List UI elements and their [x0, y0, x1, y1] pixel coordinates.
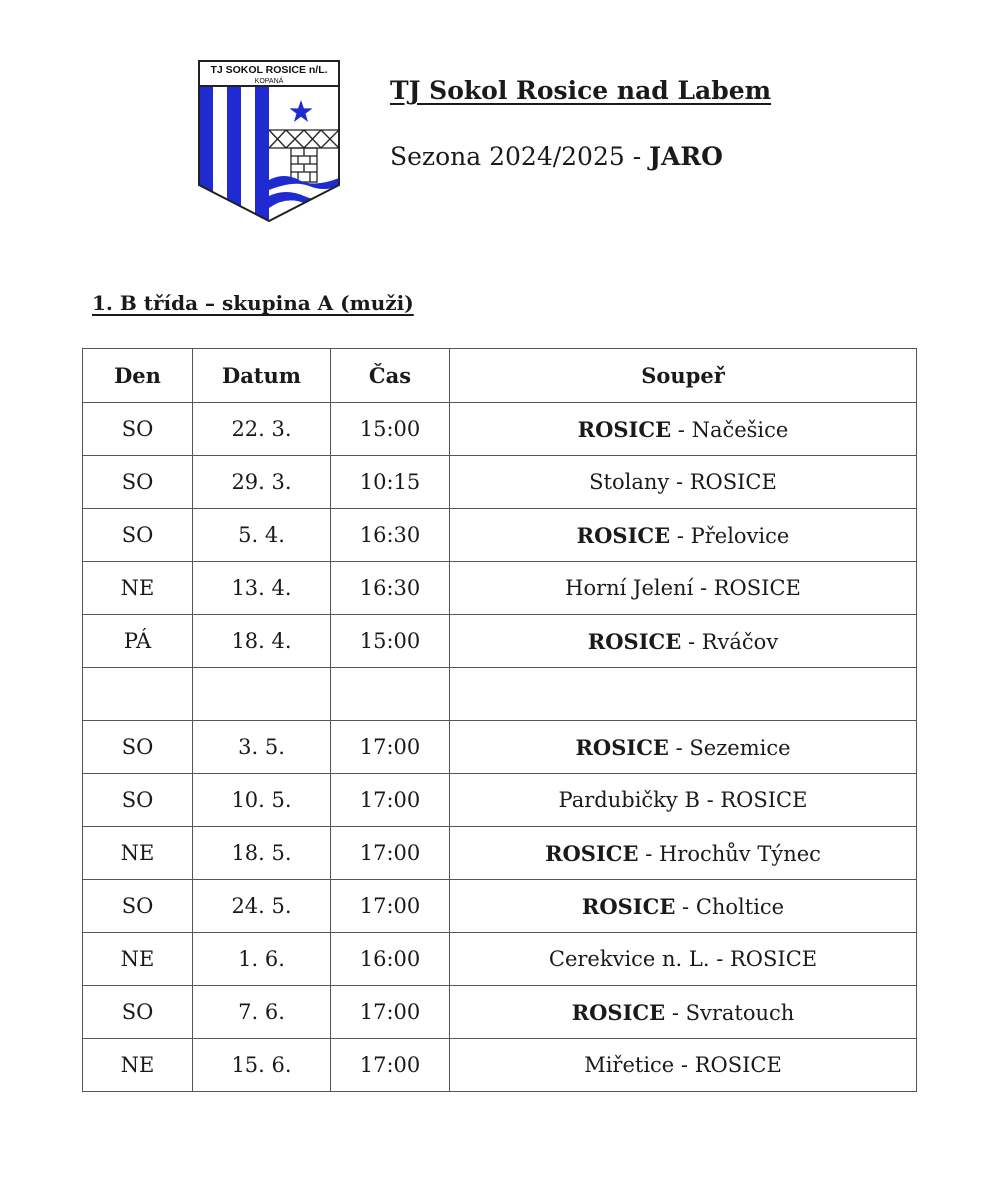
first-team: Cerekvice n. L.	[548, 947, 710, 971]
first-team: Horní Jelení	[565, 576, 694, 600]
cell-date: 7. 6.	[193, 986, 331, 1039]
cell-time: 10:15	[331, 456, 450, 509]
cell-opponent	[450, 933, 917, 986]
header-time: Čas	[331, 349, 450, 403]
team-separator: -	[709, 947, 730, 971]
cell-date: 29. 3.	[193, 456, 331, 509]
cell-time: 15:00	[331, 403, 450, 456]
cell-date: 10. 5.	[193, 774, 331, 827]
season-prefix: Sezona 2024/2025 -	[390, 142, 650, 171]
table-row	[83, 721, 917, 774]
first-team: ROSICE	[576, 522, 671, 548]
first-team: ROSICE	[571, 999, 666, 1025]
match-schedule-table	[82, 348, 917, 1092]
team-separator: -	[699, 788, 721, 812]
table-row	[83, 562, 917, 615]
cell-day: NE	[83, 827, 193, 880]
table-row	[83, 1039, 917, 1092]
cell-time: 17:00	[331, 1039, 450, 1092]
cell-day: SO	[83, 774, 193, 827]
cell-time: 16:00	[331, 933, 450, 986]
cell-date: 15. 6.	[193, 1039, 331, 1092]
first-team: Pardubičky B	[558, 788, 700, 812]
cell-day: PÁ	[83, 615, 193, 668]
cell-opponent	[450, 668, 917, 721]
second-team: Choltice	[695, 894, 785, 919]
cell-date: 1. 6.	[193, 933, 331, 986]
cell-date: 5. 4.	[193, 509, 331, 562]
team-separator: -	[670, 523, 691, 548]
cell-date: 13. 4.	[193, 562, 331, 615]
cell-time: 15:00	[331, 615, 450, 668]
cell-date: 24. 5.	[193, 880, 331, 933]
cell-time: 16:30	[331, 562, 450, 615]
team-separator: -	[669, 470, 690, 494]
first-team: ROSICE	[575, 734, 669, 760]
second-team: ROSICE	[694, 1053, 782, 1077]
cell-opponent	[450, 880, 917, 933]
cell-opponent	[450, 1039, 917, 1092]
cell-day: NE	[83, 1039, 193, 1092]
cell-day: NE	[83, 562, 193, 615]
cell-date: 18. 5.	[193, 827, 331, 880]
club-crest-logo	[196, 58, 342, 224]
cell-day: SO	[83, 509, 193, 562]
cell-day	[83, 668, 193, 721]
first-team: Miřetice	[584, 1053, 675, 1077]
header-opponent: Soupeř	[450, 349, 917, 403]
header-date: Datum	[193, 349, 331, 403]
second-team: Hrochův Týnec	[658, 841, 821, 866]
first-team: ROSICE	[545, 840, 639, 866]
cell-day: SO	[83, 986, 193, 1039]
table-row	[83, 774, 917, 827]
season-line	[390, 142, 723, 171]
cell-time: 17:00	[331, 986, 450, 1039]
first-team: Stolany	[589, 470, 670, 494]
table-row	[83, 986, 917, 1039]
first-team: ROSICE	[577, 416, 672, 442]
schedule-body	[83, 403, 917, 1092]
second-team: Rváčov	[701, 629, 779, 654]
cell-date	[193, 668, 331, 721]
cell-date: 18. 4.	[193, 615, 331, 668]
cell-opponent	[450, 509, 917, 562]
table-row	[83, 668, 917, 721]
table-row	[83, 509, 917, 562]
table-row	[83, 615, 917, 668]
table-row	[83, 403, 917, 456]
team-separator: -	[638, 841, 659, 866]
cell-opponent	[450, 986, 917, 1039]
cell-opponent	[450, 827, 917, 880]
team-separator: -	[675, 894, 696, 919]
cell-time	[331, 668, 450, 721]
table-header-row	[83, 349, 917, 403]
team-separator: -	[665, 1000, 686, 1025]
first-team: ROSICE	[587, 628, 682, 654]
team-separator: -	[693, 576, 714, 600]
team-separator: -	[671, 417, 692, 442]
team-separator: -	[681, 629, 702, 654]
second-team: ROSICE	[713, 576, 801, 600]
table-row	[83, 880, 917, 933]
team-separator: -	[668, 735, 690, 760]
svg-text:TJ SOKOL ROSICE n/L.: TJ SOKOL ROSICE n/L.	[210, 64, 328, 76]
cell-time: 17:00	[331, 880, 450, 933]
cell-time: 16:30	[331, 509, 450, 562]
cell-opponent	[450, 403, 917, 456]
second-team: ROSICE	[720, 788, 808, 812]
cell-time: 17:00	[331, 774, 450, 827]
cell-date: 22. 3.	[193, 403, 331, 456]
club-title: TJ Sokol Rosice nad Labem	[390, 76, 772, 105]
cell-opponent	[450, 774, 917, 827]
team-separator: -	[674, 1053, 695, 1077]
league-title: 1. B třída – skupina A (muži)	[92, 291, 414, 315]
cell-day: SO	[83, 456, 193, 509]
second-team: Sezemice	[689, 735, 791, 760]
cell-opponent	[450, 615, 917, 668]
cell-date: 3. 5.	[193, 721, 331, 774]
cell-day: SO	[83, 721, 193, 774]
svg-text:KOPANÁ: KOPANÁ	[254, 78, 284, 85]
cell-day: NE	[83, 933, 193, 986]
table-row	[83, 933, 917, 986]
table-row	[83, 456, 917, 509]
second-team: Načešice	[691, 417, 789, 442]
cell-opponent	[450, 562, 917, 615]
cell-opponent	[450, 721, 917, 774]
season-part: JARO	[649, 142, 723, 171]
header-day: Den	[83, 349, 193, 403]
first-team: ROSICE	[581, 893, 676, 919]
table-row	[83, 827, 917, 880]
second-team: ROSICE	[729, 947, 818, 971]
second-team: Přelovice	[690, 523, 790, 548]
cell-day: SO	[83, 403, 193, 456]
cell-time: 17:00	[331, 721, 450, 774]
cell-day: SO	[83, 880, 193, 933]
cell-time: 17:00	[331, 827, 450, 880]
second-team: Svratouch	[685, 1000, 795, 1025]
cell-opponent	[450, 456, 917, 509]
second-team: ROSICE	[689, 470, 777, 494]
